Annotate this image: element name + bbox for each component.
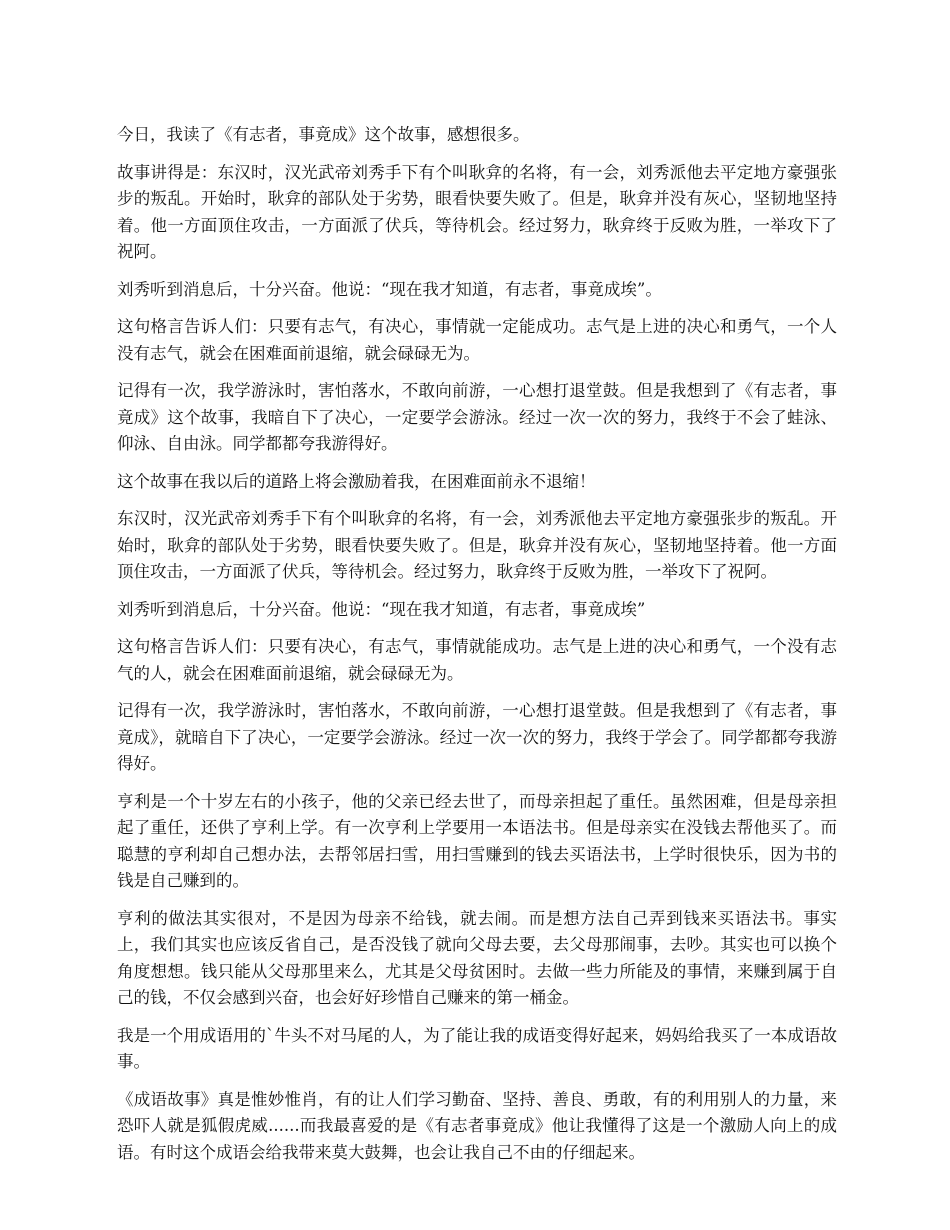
- paragraph-12: 亨利的做法其实很对，不是因为母亲不给钱，就去闹。而是想方法自己弄到钱来买语法书。事实上，我们其实也应该反省自己，是否没钱了就向父母去要，去父母那闹事，去吵。其实也可以换个角度想想。钱只能从父母那里来么，尤其是父母贫困时。去做一些力所能及的事情，来赚到属于自己的钱，不仅会感到兴奋，也会好好珍惜自己赚来的第一桶金。: [117, 908, 837, 1007]
- paragraph-11: 亨利是一个十岁左右的小孩子，他的父亲已经去世了，而母亲担起了重任。虽然困难，但是母亲担起了重任，还供了亨利上学。有一次亨利上学要用一本语法书。但是母亲实在没钱去帮他买了。而聪慧的亨利却自己想办法，去帮邻居扫雪，用扫雪赚到的钱去买语法书，上学时很快乐，因为书的钱是自己赚到的。: [117, 791, 837, 890]
- paragraph-2: 故事讲得是：东汉时，汉光武帝刘秀手下有个叫耿弇的名将，有一会，刘秀派他去平定地方豪强张步的叛乱。开始时，耿弇的部队处于劣势，眼看快要失败了。但是，耿弇并没有灰心，坚韧地坚持着。他一方面顶住攻击，一方面派了伏兵，等待机会。经过努力，耿弇终于反败为胜，一举攻下了祝阿。: [117, 162, 837, 261]
- paragraph-10: 记得有一次，我学游泳时，害怕落水，不敢向前游，一心想打退堂鼓。但是我想到了《有志者，事竟成》，就暗自下了决心，一定要学会游泳。经过一次一次的努力，我终于学会了。同学都都夸我游得好。: [117, 701, 837, 773]
- paragraph-3: 刘秀听到消息后，十分兴奋。他说：“现在我才知道，有志者，事竟成埃”。: [117, 279, 662, 299]
- paragraph-4: 这句格言告诉人们：只要有志气，有决心，事情就一定能成功。志气是上进的决心和勇气，一个人没有志气，就会在困难面前退缩，就会碌碌无为。: [117, 317, 837, 363]
- paragraph-7: 东汉时，汉光武帝刘秀手下有个叫耿弇的名将，有一会，刘秀派他去平定地方豪强张步的叛乱。开始时，耿弇的部队处于劣势，眼看快要失败了。但是，耿弇并没有灰心，坚韧地坚持着。他一方面顶住攻击，一方面派了伏兵，等待机会。经过努力，耿弇终于反败为胜，一举攻下了祝阿。: [117, 509, 837, 581]
- document-page: [117, 122, 837, 1177]
- paragraph-9: 这句格言告诉人们：只要有决心，有志气，事情就能成功。志气是上进的决心和勇气，一个没有志气的人，就会在困难面前退缩，就会碌碌无为。: [117, 637, 837, 683]
- paragraph-6: 这个故事在我以后的道路上将会激励着我，在困难面前永不退缩！: [117, 471, 596, 491]
- paragraph-5: 记得有一次，我学游泳时，害怕落水，不敢向前游，一心想打退堂鼓。但是我想到了《有志者，事竟成》这个故事，我暗自下了决心，一定要学会游泳。经过一次一次的努力，我终于不会了蛙泳、仰泳、自由泳。同学都都夸我游得好。: [117, 381, 837, 453]
- paragraph-13: 我是一个用成语用的`牛头不对马尾的人，为了能让我的成语变得好起来，妈妈给我买了一本成语故事。: [117, 1025, 837, 1071]
- paragraph-8: 刘秀听到消息后，十分兴奋。他说：“现在我才知道，有志者，事竟成埃”: [117, 599, 646, 619]
- paragraph-14: 《成语故事》真是惟妙惟肖，有的让人们学习勤奋、坚持、善良、勇敢，有的利用别人的力量，来恐吓人就是狐假虎威......而我最喜爱的是《有志者事竟成》他让我懂得了这是一个激励人向上的成语。有时这个成语会给我带来莫大鼓舞，也会让我自己不由的仔细起来。: [117, 1089, 837, 1162]
- paragraph-1: 今日，我读了《有志者，事竟成》这个故事，感想很多。: [117, 125, 530, 144]
